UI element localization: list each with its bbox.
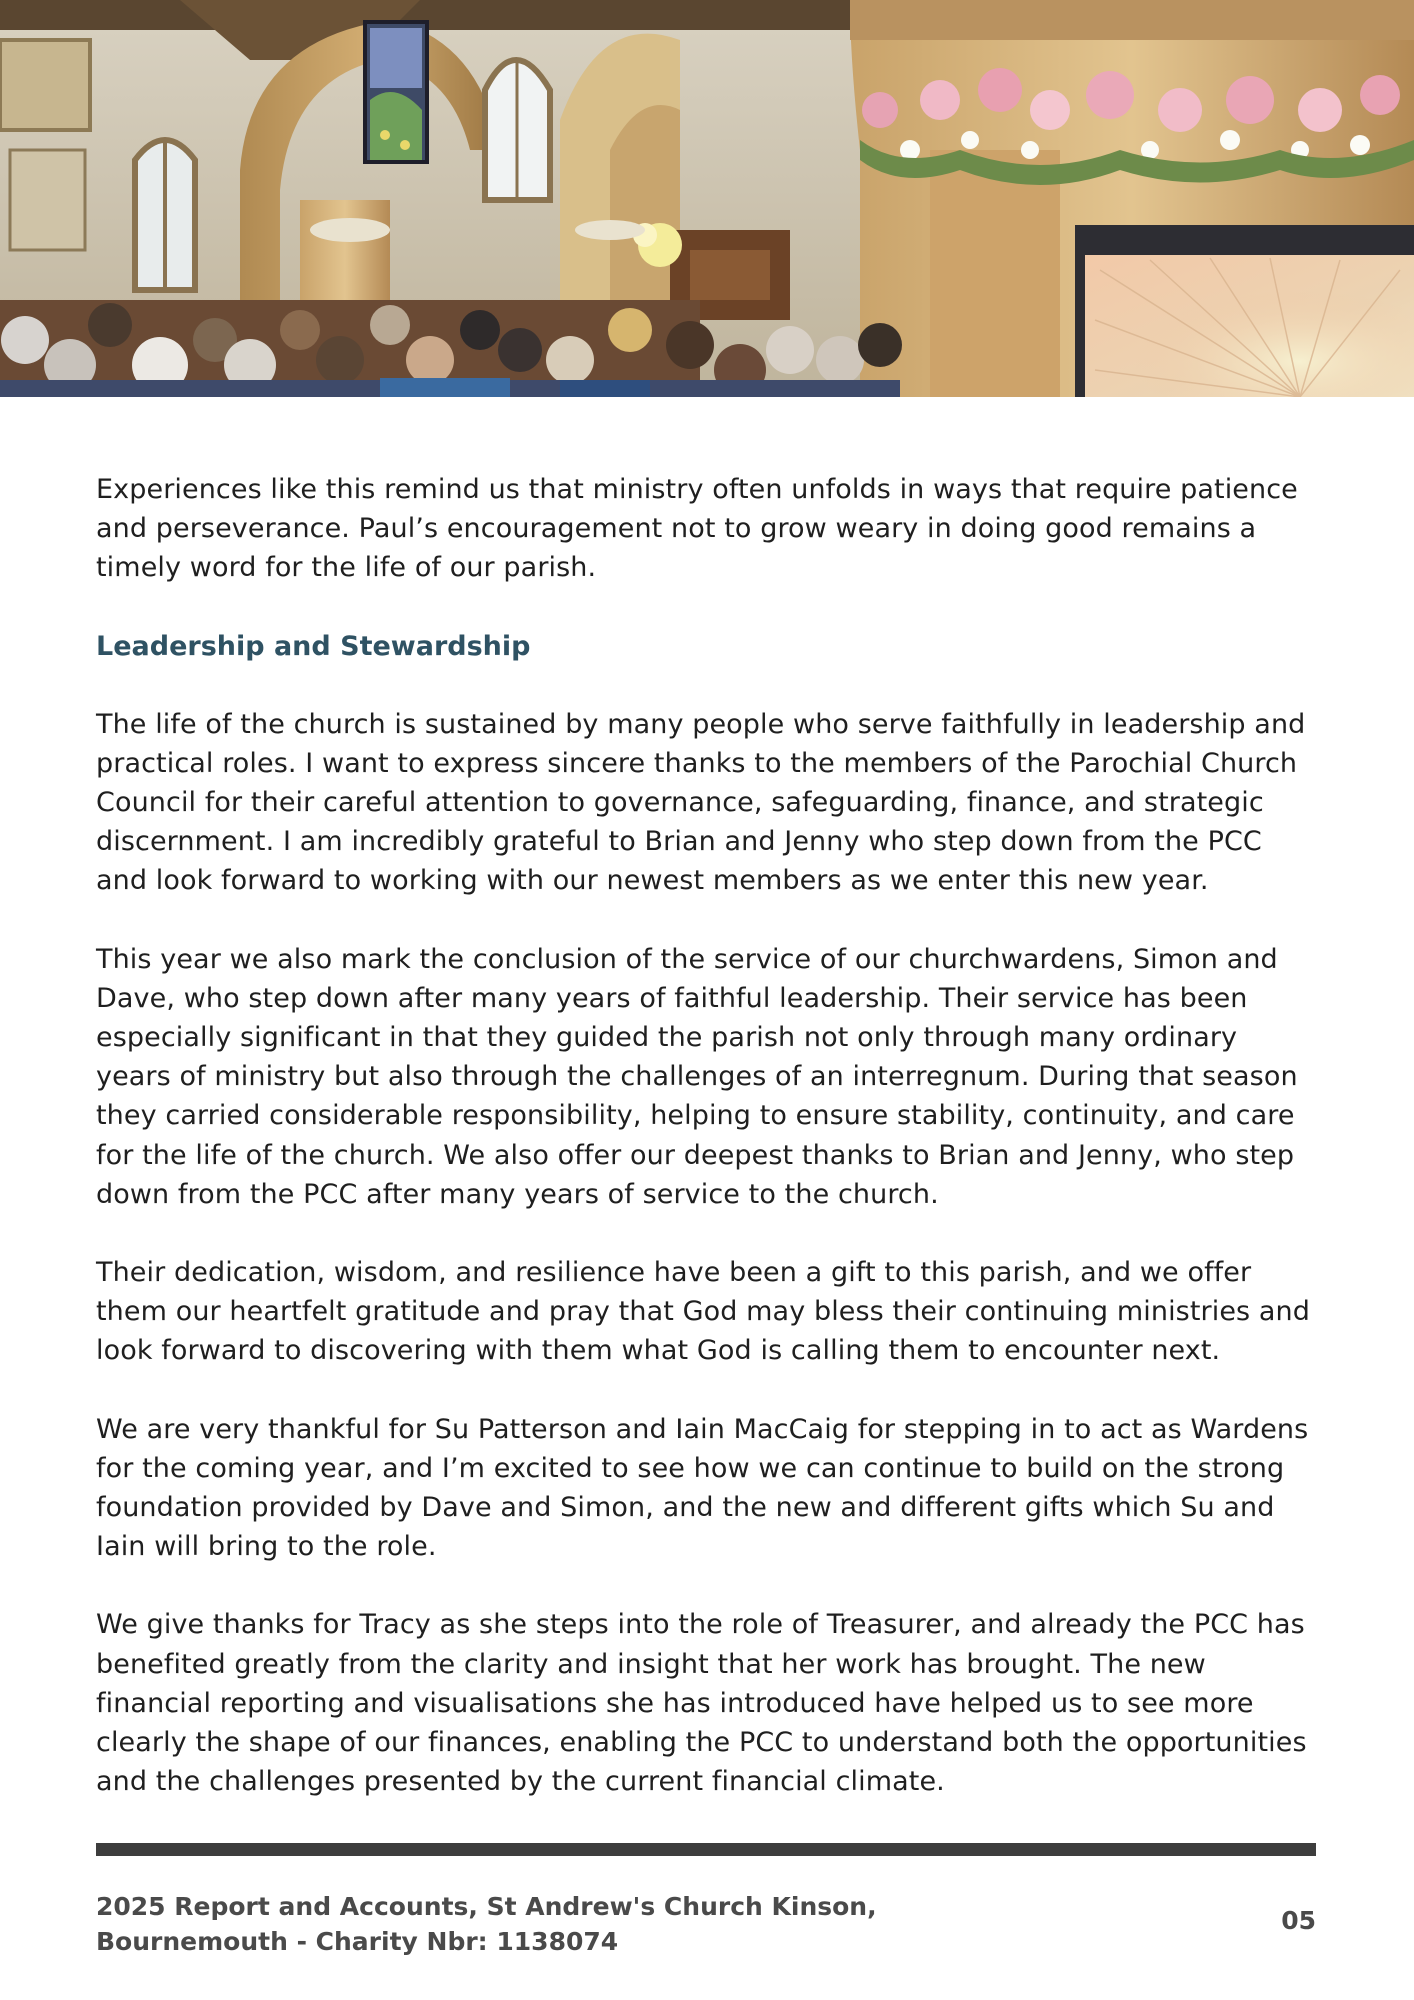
- page-number: 05: [1281, 1906, 1316, 1935]
- paragraph-treasurer: We give thanks for Tracy as she steps into the role of Treasurer, and already the PCC has benefited greatly from the clarity and insight that her work has brought. The new financial reporting and visualisations she has introduced have helped us to see more clearly the shape of our finances, enabling the PCC to understand both the opportunities and the challenges presented by the current financial climate.: [96, 1609, 1307, 1798]
- footer-line-1: 2025 Report and Accounts, St Andrew's Church Kinson,: [96, 1892, 877, 1921]
- footer-divider: [96, 1843, 1316, 1856]
- main-content: [96, 470, 1318, 1840]
- paragraph-new-wardens: We are very thankful for Su Patterson and Iain MacCaig for stepping in to act as Wardens for the coming year, and I’m excited to see how we can continue to build on the strong foundation provided by Dave and Simon, and the new and different gifts which Su and Iain will bring to the role.: [96, 1413, 1309, 1563]
- paragraph-pcc-thanks: The life of the church is sustained by many people who serve faithfully in leadership and practical roles. I want to express sincere thanks to the members of the Parochial Church Council for their careful attention to governance, safeguarding, finance, and strategic discernment. I am incredibly grateful to Brian and Jenny who step down from the PCC and look forward to working with our newest members as we enter this new year.: [96, 708, 1306, 897]
- paragraph-churchwardens: This year we also mark the conclusion of the service of our churchwardens, Simon and Dave, who step down after many years of faithful leadership. Their service has been especially significant in that they guided the parish not only through many ordinary years of ministry but also through the challenges of an interregnum. During that season they carried considerable responsibility, helping to ensure stability, continuity, and care for the life of the church. We also offer our deepest thanks to Brian and Jenny, who step down from the PCC after many years of service to the church.: [96, 943, 1298, 1210]
- section-heading: Leadership and Stewardship: [96, 630, 531, 662]
- footer-line-2: Bournemouth - Charity Nbr: 1138074: [96, 1927, 619, 1956]
- church-interior-photo: [0, 0, 1414, 397]
- paragraph-gratitude: Their dedication, wisdom, and resilience have been a gift to this parish, and we offer them our heartfelt gratitude and pray that God may bless their continuing ministries and look forward to discovering with them what God is calling them to encounter next.: [96, 1257, 1310, 1367]
- footer-citation: [96, 1889, 996, 1959]
- header-photo: [0, 0, 1414, 397]
- intro-paragraph: Experiences like this remind us that ministry often unfolds in ways that require patience and perseverance. Paul’s encouragement not to grow weary in doing good remains a timely word for the life of our parish.: [96, 474, 1298, 584]
